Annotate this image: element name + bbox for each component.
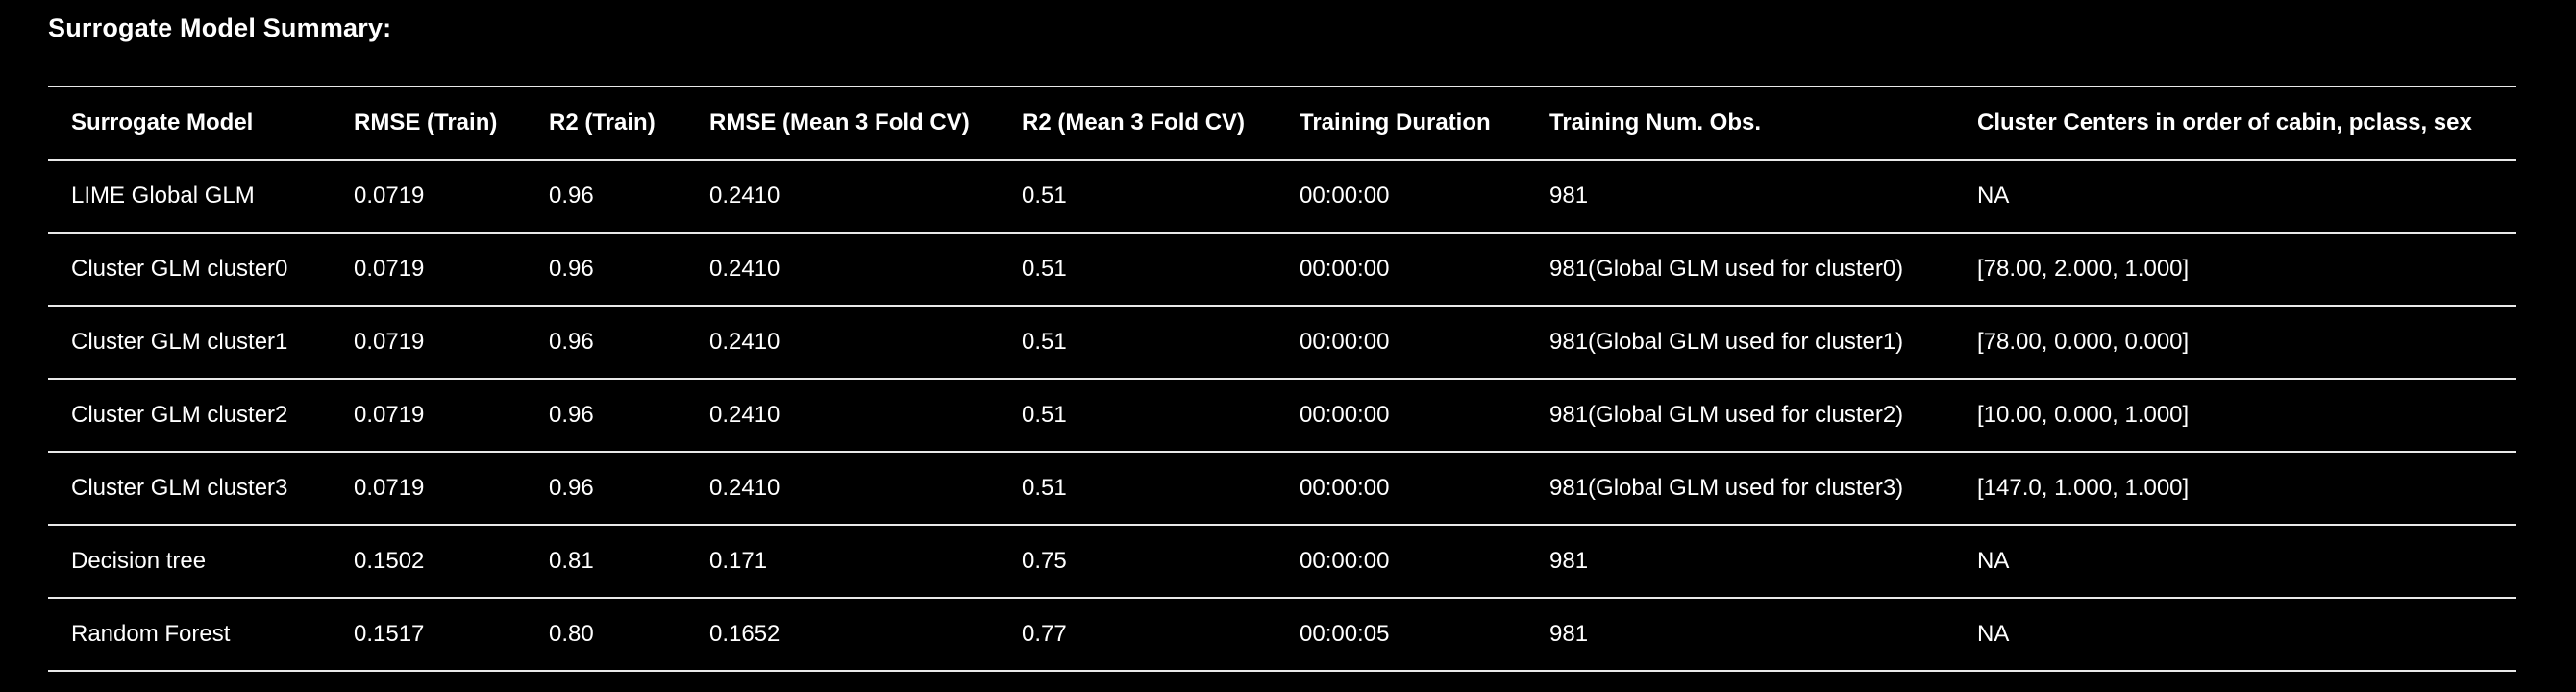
cell-rmse-train: 0.1502 <box>354 548 425 574</box>
cell-cluster-centers: [10.00, 0.000, 1.000] <box>1977 402 2190 428</box>
cell-cluster-centers: [78.00, 0.000, 0.000] <box>1977 329 2190 355</box>
cell-r2-cv: 0.51 <box>1022 402 1067 428</box>
table-row <box>48 307 2516 380</box>
table-header-row <box>48 87 2516 161</box>
cell-r2-train: 0.96 <box>549 329 594 355</box>
cell-rmse-train: 0.0719 <box>354 402 425 428</box>
cell-rmse-cv: 0.1652 <box>709 621 780 647</box>
cell-rmse-cv: 0.2410 <box>709 183 780 209</box>
cell-surrogate-model: Cluster GLM cluster3 <box>71 475 288 501</box>
cell-cluster-centers: [78.00, 2.000, 1.000] <box>1977 256 2190 282</box>
cell-training-num-obs: 981(Global GLM used for cluster2) <box>1549 402 1904 428</box>
cell-r2-train: 0.96 <box>549 183 594 209</box>
column-header-r2-cv: R2 (Mean 3 Fold CV) <box>1022 110 1246 136</box>
cell-r2-cv: 0.75 <box>1022 548 1067 574</box>
cell-training-num-obs: 981 <box>1549 548 1589 574</box>
cell-r2-train: 0.80 <box>549 621 594 647</box>
cell-rmse-train: 0.0719 <box>354 256 425 282</box>
cell-training-duration: 00:00:05 <box>1300 621 1390 647</box>
table-row <box>48 599 2516 672</box>
cell-training-num-obs: 981(Global GLM used for cluster0) <box>1549 256 1904 282</box>
cell-surrogate-model: Cluster GLM cluster1 <box>71 329 288 355</box>
column-header-rmse-train: RMSE (Train) <box>354 110 498 136</box>
cell-training-num-obs: 981 <box>1549 621 1589 647</box>
cell-surrogate-model: Random Forest <box>71 621 231 647</box>
cell-r2-cv: 0.77 <box>1022 621 1067 647</box>
cell-rmse-cv: 0.171 <box>709 548 768 574</box>
cell-training-duration: 00:00:00 <box>1300 475 1390 501</box>
cell-training-duration: 00:00:00 <box>1300 329 1390 355</box>
table-row <box>48 453 2516 526</box>
cell-r2-train: 0.96 <box>549 475 594 501</box>
cell-cluster-centers: NA <box>1977 548 2010 574</box>
column-header-r2-train: R2 (Train) <box>549 110 656 136</box>
cell-training-duration: 00:00:00 <box>1300 548 1390 574</box>
cell-r2-train: 0.81 <box>549 548 594 574</box>
cell-rmse-cv: 0.2410 <box>709 475 780 501</box>
page-title: Surrogate Model Summary: <box>48 13 392 42</box>
cell-training-duration: 00:00:00 <box>1300 402 1390 428</box>
column-header-surrogate-model: Surrogate Model <box>71 110 254 136</box>
cell-cluster-centers: [147.0, 1.000, 1.000] <box>1977 475 2190 501</box>
cell-cluster-centers: NA <box>1977 183 2010 209</box>
cell-r2-cv: 0.51 <box>1022 475 1067 501</box>
surrogate-summary-table <box>48 86 2516 672</box>
column-header-rmse-cv: RMSE (Mean 3 Fold CV) <box>709 110 970 136</box>
column-header-cluster-centers: Cluster Centers in order of cabin, pclass, sex <box>1977 110 2472 136</box>
table-row <box>48 161 2516 234</box>
table-row <box>48 380 2516 453</box>
column-header-training-num-obs: Training Num. Obs. <box>1549 110 1762 136</box>
cell-rmse-cv: 0.2410 <box>709 256 780 282</box>
cell-training-duration: 00:00:00 <box>1300 256 1390 282</box>
cell-r2-train: 0.96 <box>549 256 594 282</box>
cell-rmse-train: 0.0719 <box>354 329 425 355</box>
cell-surrogate-model: Cluster GLM cluster2 <box>71 402 288 428</box>
cell-surrogate-model: LIME Global GLM <box>71 183 255 209</box>
cell-training-num-obs: 981 <box>1549 183 1589 209</box>
cell-rmse-train: 0.0719 <box>354 183 425 209</box>
cell-training-num-obs: 981(Global GLM used for cluster3) <box>1549 475 1904 501</box>
cell-training-num-obs: 981(Global GLM used for cluster1) <box>1549 329 1904 355</box>
cell-r2-cv: 0.51 <box>1022 329 1067 355</box>
cell-cluster-centers: NA <box>1977 621 2010 647</box>
cell-r2-cv: 0.51 <box>1022 256 1067 282</box>
cell-r2-train: 0.96 <box>549 402 594 428</box>
cell-rmse-cv: 0.2410 <box>709 329 780 355</box>
column-header-training-duration: Training Duration <box>1300 110 1491 136</box>
cell-surrogate-model: Cluster GLM cluster0 <box>71 256 288 282</box>
cell-r2-cv: 0.51 <box>1022 183 1067 209</box>
table-row <box>48 234 2516 307</box>
cell-rmse-train: 0.0719 <box>354 475 425 501</box>
cell-rmse-cv: 0.2410 <box>709 402 780 428</box>
cell-surrogate-model: Decision tree <box>71 548 207 574</box>
cell-training-duration: 00:00:00 <box>1300 183 1390 209</box>
table-row <box>48 526 2516 599</box>
cell-rmse-train: 0.1517 <box>354 621 425 647</box>
